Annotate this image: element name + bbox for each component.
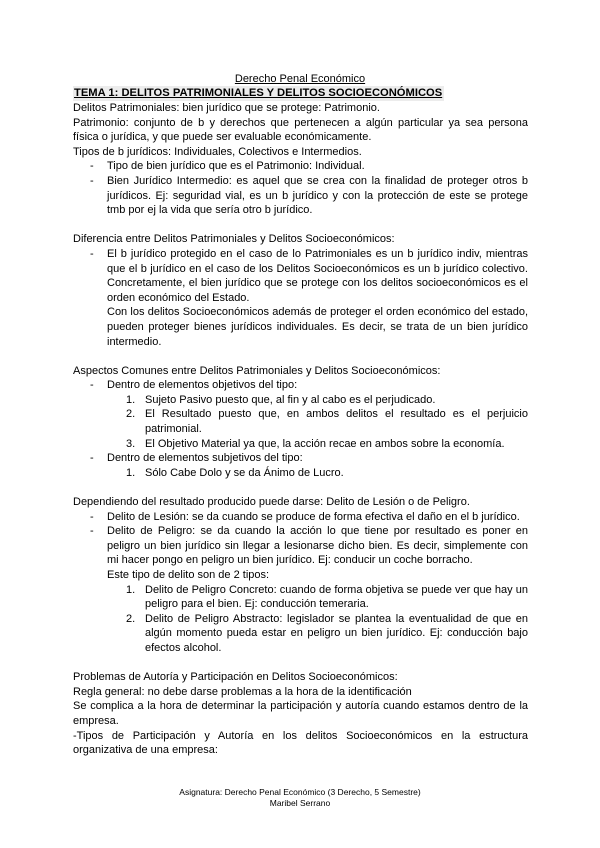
dash-item: - Dentro de elementos objetivos del tipo: — [73, 378, 528, 393]
paragraph: Tipos de b jurídicos: Individuales, Colectivos e Intermedios. — [73, 145, 362, 158]
document-body — [73, 101, 528, 758]
numbered-item — [73, 466, 528, 481]
paragraph: -Tipos de Participación y Autoría en los delitos Socioeconómicos en la estructura organizativa de una empresa: — [73, 729, 528, 757]
paragraph: Dependiendo del resultado producido puede darse: Delito de Lesión o de Peligro. — [73, 496, 470, 509]
spacer — [73, 349, 528, 364]
numbered-item — [73, 437, 528, 452]
item-text: Delito de Peligro Abstracto: legislador se plantea la eventualidad de que en algún momento pueda estar en peligro un bien jurídico. Ej: conducción bajo efectos alcohol. — [145, 612, 528, 654]
document-title: Derecho Penal Económico — [234, 73, 366, 85]
item-text: Delito de Peligro Concreto: cuando de forma objetiva se puede ver que hay un peligro para el bien. Ej: conducción temeraria. — [145, 583, 528, 611]
item-number: 3. — [126, 437, 136, 450]
item-number: 1. — [126, 466, 136, 479]
paragraph: Patrimonio: conjunto de b y derechos que pertenecen a algún particular ya sea persona física o jurídica, y que puede ser evaluable económicamente. — [73, 116, 528, 144]
dash-item: - Dentro de elementos subjetivos del tipo: — [73, 451, 528, 466]
dash-item: - El b jurídico protegido en el caso de lo Patrimoniales es un b jurídico indiv, mientras que el b jurídico en el caso de los Delitos Socioeconómicos es un b jurídico colectivo. Concretamente, el bien jurídico que se protege con los delitos socioeconómicos es el orden económico del Estado. — [73, 247, 528, 305]
item-text: El Resultado puesto que, en ambos delitos el resultado es el perjuicio patrimonial. — [145, 408, 528, 436]
item-number: 2. — [126, 408, 136, 421]
item-text: El Objetivo Material ya que, la acción recae en ambos sobre la economía. — [145, 437, 505, 450]
item-text: Sujeto Pasivo puesto que, al fin y al cabo es el perjudicado. — [145, 393, 436, 406]
numbered-item — [73, 612, 528, 656]
paragraph: Problemas de Autoría y Participación en Delitos Socioeconómicos: — [73, 671, 398, 684]
paragraph: Diferencia entre Delitos Patrimoniales y Delitos Socioeconómicos: — [73, 233, 395, 246]
item-number: 1. — [126, 583, 136, 596]
paragraph: Regla general: no debe darse problemas a la hora de la identificación — [73, 685, 412, 698]
dash-item: - Tipo de bien jurídico que es el Patrimonio: Individual. — [73, 159, 528, 174]
dash-continuation: Con los delitos Socioeconómicos además de proteger el orden económico del estado, pueden proteger bienes jurídicos individuales. Es decir, se trata de un bien jurídico intermedio. — [107, 306, 528, 348]
footer-author: Maribel Serrano — [269, 798, 331, 808]
spacer — [73, 656, 528, 671]
dash-item: - Delito de Lesión: se da cuando se produce de forma efectiva el daño en el b jurídico. — [73, 510, 528, 525]
paragraph: Se complica a la hora de determinar la participación y autoría cuando estamos dentro de la empresa. — [73, 700, 528, 727]
topic-heading: TEMA 1: DELITOS PATRIMONIALES Y DELITOS SOCIOECONÓMICOS — [74, 87, 443, 99]
spacer — [73, 218, 528, 233]
dash-item: - Delito de Peligro: se da cuando la acción lo que tiene por resultado es poner en peligro un bien jurídico sin llegar a lesionarse dicho bien. Es decir, simplemente con mi hacer pongo en peligro un bien jurídico. Ej: conducir un coche borracho. — [73, 524, 528, 568]
numbered-item — [73, 393, 528, 408]
dash-item: - Bien Jurídico Intermedio: es aquel que se crea con la finalidad de proteger otros b jurídicos. Ej: seguridad vial, es un b jurídico y con la protección de este se protege tmb por ej la vida que sería otro b jurídico. — [73, 174, 528, 218]
item-number: 1. — [126, 393, 136, 406]
item-number: 2. — [126, 612, 136, 625]
dash-continuation: Este tipo de delito son de 2 tipos: — [107, 569, 270, 581]
paragraph: Aspectos Comunes entre Delitos Patrimoniales y Delitos Socioeconómicos: — [73, 364, 441, 377]
paragraph: Delitos Patrimoniales: bien jurídico que se protege: Patrimonio. — [73, 102, 380, 114]
numbered-item — [73, 583, 528, 612]
page-footer — [0, 787, 600, 809]
footer-subject: Asignatura: Derecho Penal Económico (3 Derecho, 5 Semestre) — [179, 787, 421, 797]
item-text: Sólo Cabe Dolo y se da Ánimo de Lucro. — [145, 466, 344, 479]
numbered-item — [73, 407, 528, 436]
spacer — [73, 480, 528, 495]
